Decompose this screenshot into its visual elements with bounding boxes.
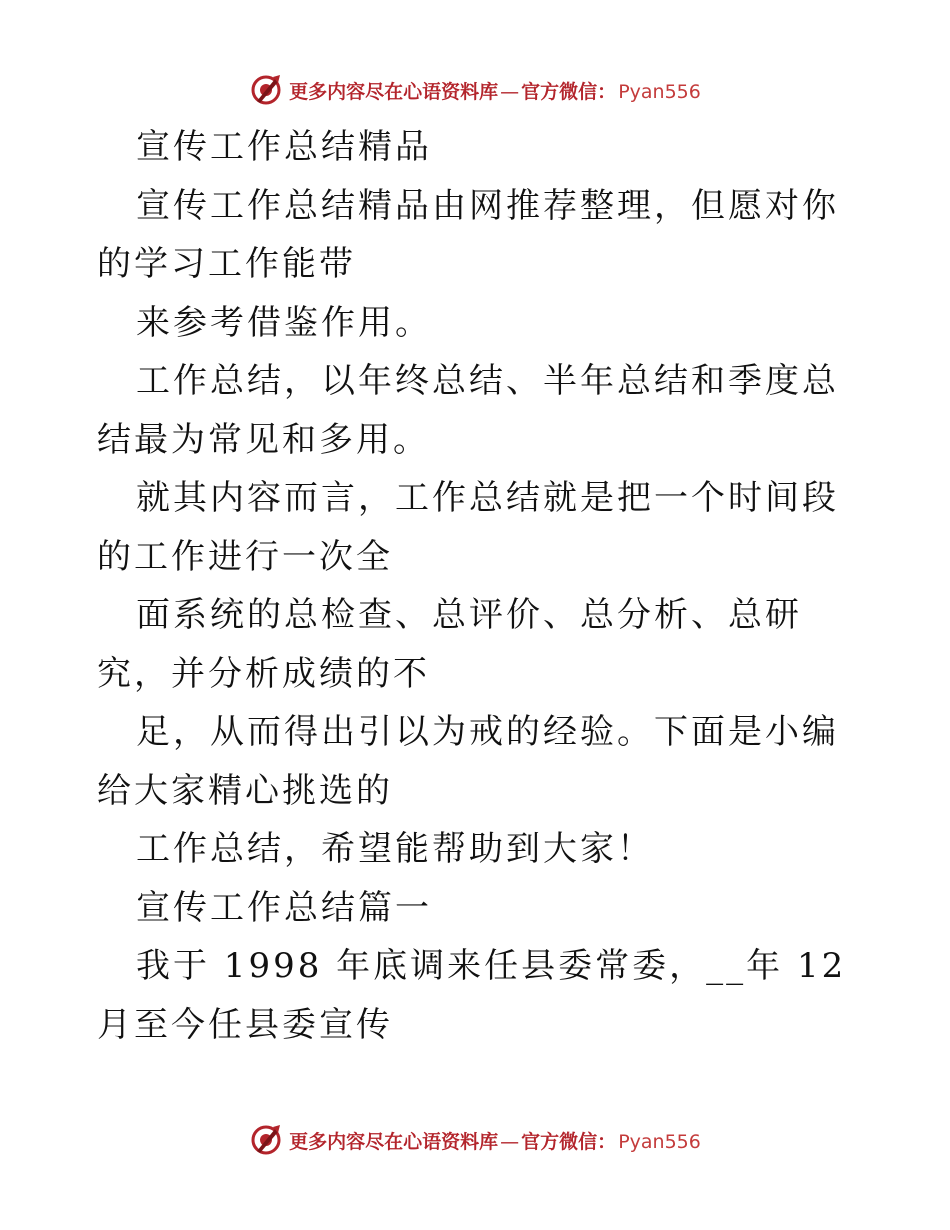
banner-dash: — <box>500 1130 520 1153</box>
paragraph: 我于 1998 年底调来任县委常委，__年 12 月至今任县委宣传 <box>97 946 847 1045</box>
banner-wechat-id: Pyan556 <box>618 80 701 103</box>
quill-logo-icon <box>249 1123 283 1157</box>
banner-slogan: 更多内容尽在心语资料库 <box>289 80 499 103</box>
paragraph: 足，从而得出引以为戒的经验。下面是小编给大家精心挑选的 <box>97 712 839 811</box>
paragraph: 来参考借鉴作用。 <box>136 302 432 343</box>
footer-banner <box>0 1120 950 1160</box>
paragraph: 宣传工作总结精品由网推荐整理，但愿对你的学习工作能带 <box>97 185 839 284</box>
header-banner <box>0 70 950 110</box>
banner-wechat-label: 官方微信： <box>521 80 617 103</box>
document-title: 宣传工作总结精品 <box>136 127 432 167</box>
section-heading: 宣传工作总结篇一 <box>136 887 432 928</box>
document-body <box>97 118 853 1054</box>
paragraph: 工作总结，希望能帮助到大家！ <box>136 829 654 869</box>
banner-wechat-id: Pyan556 <box>618 1130 701 1153</box>
banner-slogan: 更多内容尽在心语资料库 <box>289 1130 499 1153</box>
paragraph: 工作总结，以年终总结、半年总结和季度总结最为常见和多用。 <box>97 361 839 460</box>
banner-dash: — <box>500 80 520 103</box>
quill-logo-icon <box>249 73 283 107</box>
paragraph: 就其内容而言，工作总结就是把一个时间段的工作进行一次全 <box>97 478 839 577</box>
paragraph: 面系统的总检查、总评价、总分析、总研究，并分析成绩的不 <box>97 595 802 694</box>
banner-wechat-label: 官方微信： <box>521 1130 617 1153</box>
